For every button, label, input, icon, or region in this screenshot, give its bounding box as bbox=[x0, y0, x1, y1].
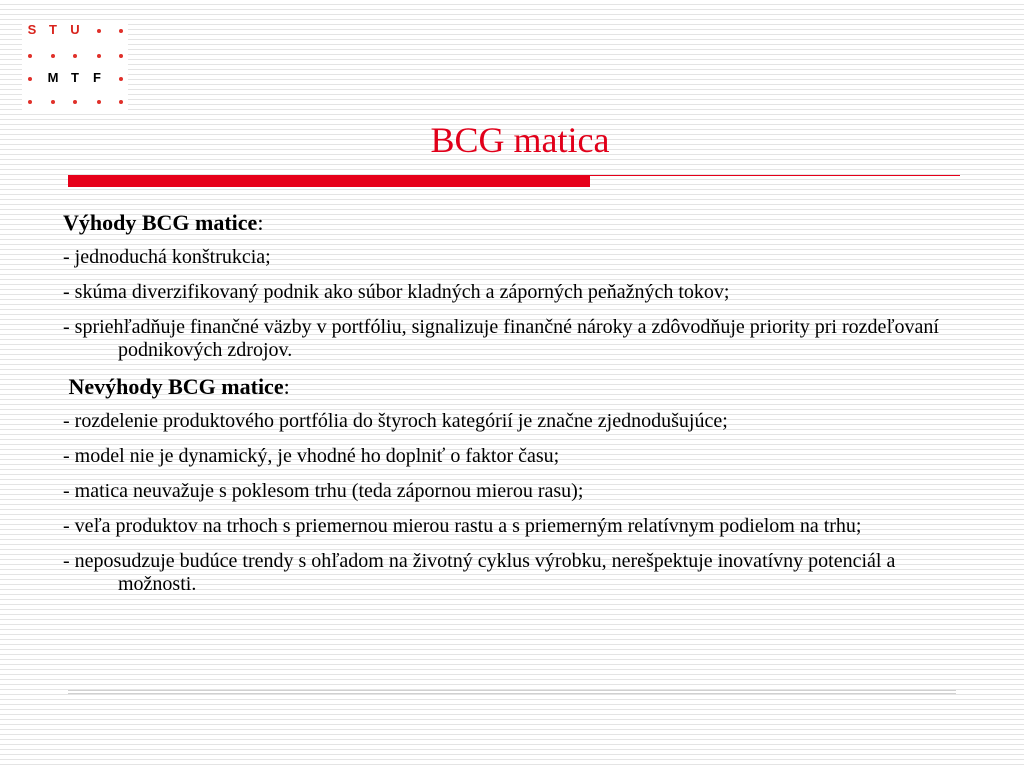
logo-dot bbox=[119, 100, 123, 104]
disadvantages-heading-text: Nevýhody BCG matice bbox=[63, 374, 284, 399]
slide-title: BCG matica bbox=[430, 120, 610, 160]
disadvantage-item: - neposudzuje budúce trendy s ohľadom na životný cyklus výrobku, nerešpektuje inovatívny potenciál a možnosti. bbox=[63, 550, 896, 595]
logo-dot bbox=[28, 100, 32, 104]
title-underline-thin bbox=[590, 175, 960, 176]
advantages-heading bbox=[63, 210, 963, 236]
logo-letter-m: M bbox=[47, 70, 59, 85]
disadvantage-item: - veľa produktov na trhoch s priemernou mierou rastu a s priemerným relatívnym podielom na trhu; bbox=[63, 515, 862, 537]
logo-letter-s: S bbox=[27, 22, 37, 37]
advantages-heading-colon: : bbox=[257, 210, 264, 235]
logo-letter-t2: T bbox=[71, 70, 79, 85]
title-underline-thick bbox=[68, 175, 590, 187]
footer-divider bbox=[68, 690, 956, 694]
logo-dot bbox=[28, 54, 32, 58]
disadvantage-item: - matica neuvažuje s poklesom trhu (teda zápornou mierou rasu); bbox=[63, 480, 584, 502]
logo-dot bbox=[119, 77, 123, 81]
logo-dot bbox=[51, 54, 55, 58]
logo-letter-u: U bbox=[70, 22, 80, 37]
logo-letter-f: F bbox=[93, 70, 101, 85]
advantage-item: - skúma diverzifikovaný podnik ako súbor kladných a záporných peňažných tokov; bbox=[63, 281, 730, 303]
logo-dot bbox=[97, 29, 101, 33]
logo-dot bbox=[73, 54, 77, 58]
advantage-item: - jednoduchá konštrukcia; bbox=[63, 246, 271, 268]
logo-dot bbox=[97, 100, 101, 104]
disadvantages-heading bbox=[63, 374, 963, 400]
stu-mtf-logo bbox=[22, 20, 128, 114]
logo-dot bbox=[119, 29, 123, 33]
advantages-heading-text: Výhody BCG matice bbox=[63, 210, 258, 235]
logo-letter-t: T bbox=[49, 22, 57, 37]
logo-dot bbox=[73, 100, 77, 104]
logo-dot bbox=[119, 54, 123, 58]
advantage-item: - spriehľadňuje finančné väzby v portfóliu, signalizuje finančné nároky a zdôvodňuje priority pri rozdeľovaní podnikových zdrojov. bbox=[63, 316, 939, 361]
disadvantage-item: - model nie je dynamický, je vhodné ho doplniť o faktor času; bbox=[63, 445, 560, 467]
logo-dot bbox=[97, 54, 101, 58]
slide-body bbox=[63, 210, 963, 608]
logo-dot bbox=[51, 100, 55, 104]
disadvantage-item: - rozdelenie produktového portfólia do štyroch kategórií je značne zjednodušujúce; bbox=[63, 410, 728, 432]
disadvantages-heading-colon: : bbox=[283, 374, 290, 399]
logo-dot bbox=[28, 77, 32, 81]
